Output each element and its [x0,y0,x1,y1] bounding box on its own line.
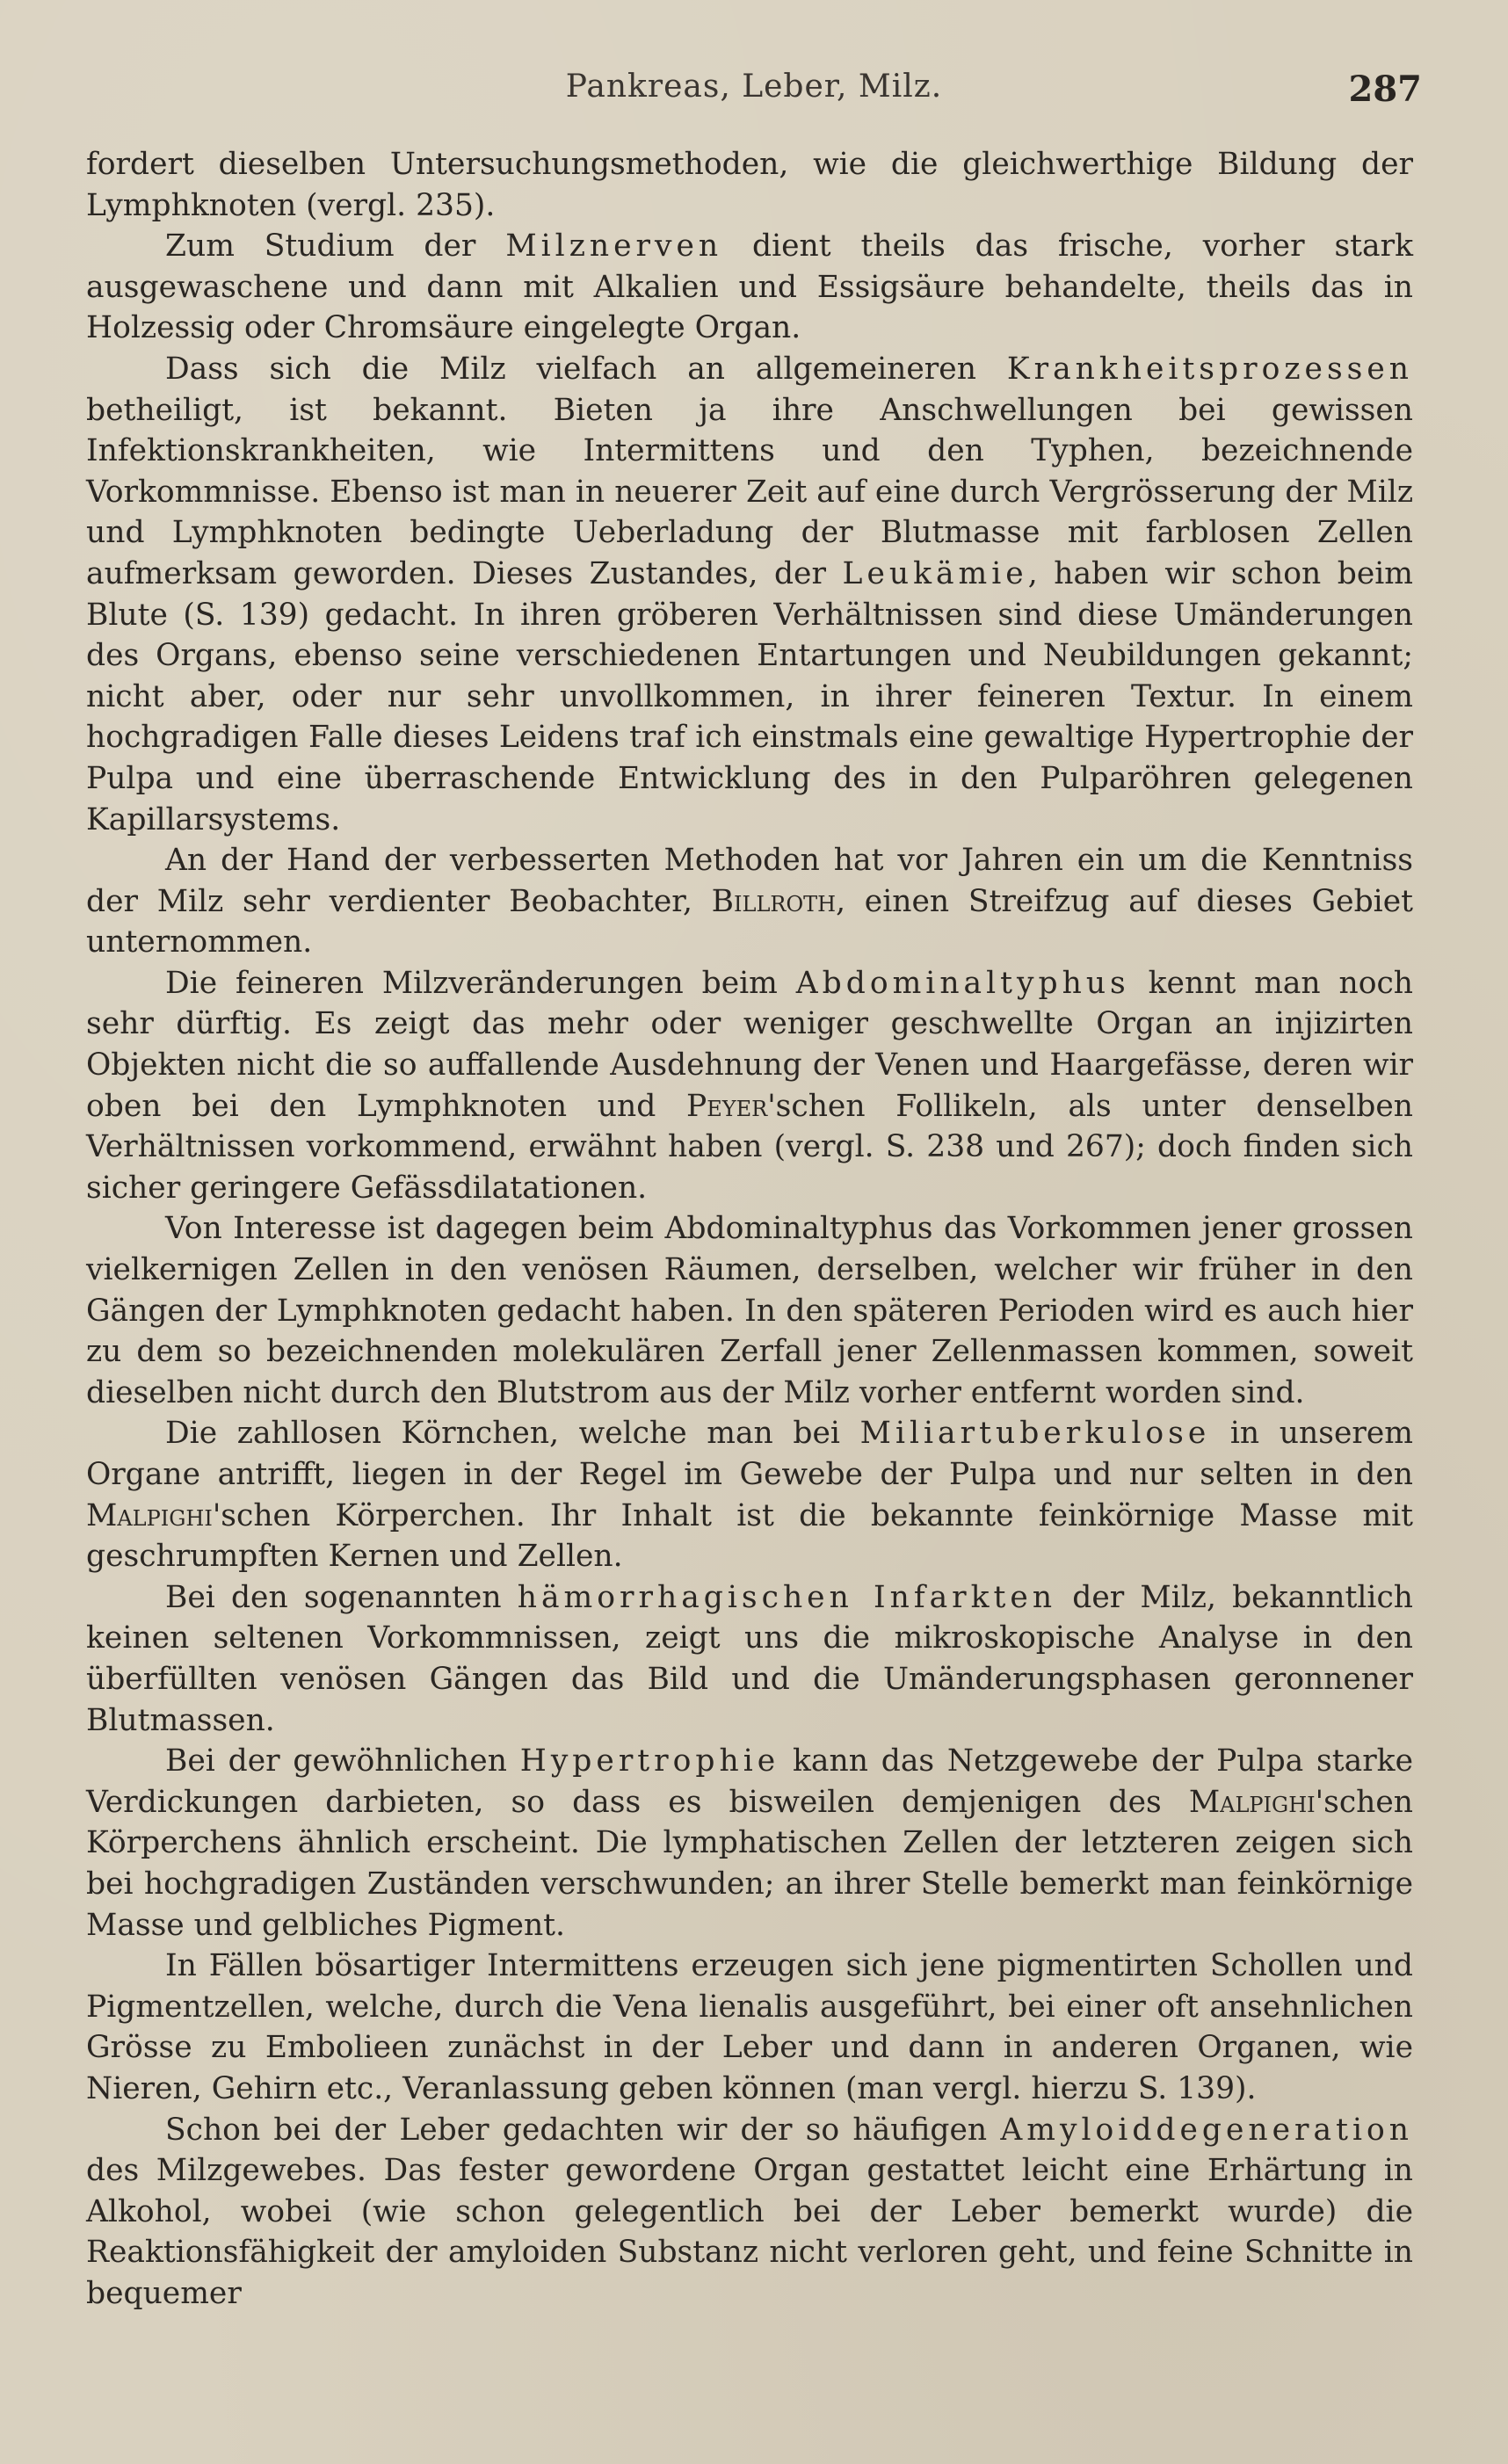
paragraph [86,1577,1413,1741]
text-run: der Milz, bekanntlich keinen seltenen Vorkommnissen, zeigt uns die mikroskopische Analyse in den überfüllten venösen Gängen das Bild und die Umänderungsphasen geronnener Blutmassen. [86,1579,1413,1738]
paragraph [86,963,1413,1209]
author-name: Peyer [686,1088,768,1124]
text-run: Die zahllosen Körnchen, welche man bei [165,1416,860,1452]
text-run: des Milzgewebes. Das fester gewordene Organ gestattet leicht eine Erhärtung in Alkohol, wobei (wie schon gelegentlich bei der Leber bemerkt wurde) die Reaktionsfähigkeit der amyloiden Substanz nicht verloren geht, und feine Schnitte in bequemer [86,2153,1413,2311]
text-run: 'schen Körperchens ähnlich erscheint. Die lymphatischen Zellen der letzteren zeigen sich bei hochgradigen Zuständen verschwunden; an ihrer Stelle bemerkt man feinkörnige Masse und gelbliches Pigment. [86,1784,1413,1943]
emphasis-term: hämorrhagischen Infarkten [517,1579,1057,1615]
paragraph [86,144,1413,226]
body-text [86,144,1413,2314]
text-run: kennt man noch sehr dürftig. Es zeigt das mehr oder weniger geschwellte Organ an injizirten Objekten nicht die so auffallende Ausdehnung der Venen und Haargefässe, deren wir oben bei den Lymphknoten und [86,965,1414,1124]
text-run: in unserem Organe antrifft, liegen in der Regel im Gewebe der Pulpa und nur selten in den [86,1416,1413,1492]
running-title: Pankreas, Leber, Milz. [565,69,943,105]
text-run: In Fällen bösartiger Intermittens erzeugen sich jene pigmentirten Schollen und Pigmentzellen, welche, durch die Vena lienalis ausgeführt, bei einer oft ansehnlichen Grösse zu Embolieen zunächst in der Leber und dann in anderen Organen, wie Nieren, Gehirn etc., Veranlassung geben können (man vergl. hierzu S. 139). [86,1948,1413,2106]
text-run: 'schen Follikeln, als unter denselben Verhältnissen vorkommend, erwähnt haben (vergl. S. 238 und 267); doch finden sich sicher geringere Gefässdilatationen. [86,1088,1413,1206]
emphasis-term: Miliartuberkulose [859,1416,1211,1452]
paragraph [86,1413,1413,1576]
text-run: Dass sich die Milz vielfach an allgemeineren [165,351,1007,387]
text-run: Die feineren Milzveränderungen beim [165,965,796,1001]
paragraph [86,840,1413,963]
emphasis-term: Milznerven [505,228,723,265]
text-run: An der Hand der verbesserten Methoden hat vor Jahren ein um die Kenntniss der Milz sehr verdienter Beobachter, [86,843,1413,919]
paragraph [86,226,1413,349]
emphasis-term: Hypertrophie [519,1743,780,1779]
text-run: Schon bei der Leber gedachten wir der so häufigen [165,2112,1001,2148]
text-run: 'schen Körperchen. Ihr Inhalt ist die bekannte feinkörnige Masse mit geschrumpften Kernen und Zellen. [86,1497,1413,1575]
paragraph [86,349,1413,840]
text-run: betheiligt, ist bekannt. Bieten ja ihre Anschwellungen bei gewissen Infektionskrankheiten, wie Intermittens und den Typhen, bezeichnende Vorkommnisse. Ebenso ist man in neuerer Zeit auf eine durch Vergrösserung der Milz und Lymphknoten bedingte Ueberladung der Blutmasse mit farblosen Zellen aufmerksam geworden. Dieses Zustandes, der [86,392,1413,591]
text-run: , haben wir schon beim Blute (S. 139) gedacht. In ihren gröberen Verhältnissen sind diese Umänderungen des Organs, ebenso seine verschiedenen Entartungen und Neubildungen gekannt; nicht aber, oder nur sehr unvollkommen, in ihrer feineren Textur. In einem hochgradigen Falle dieses Leidens traf ich einstmals eine gewaltige Hypertrophie der Pulpa und eine überraschende Entwicklung des in den Pulparöhren gelegenen Kapillarsystems. [86,555,1413,837]
paragraph [86,2110,1413,2315]
emphasis-term: Krankheitsprozessen [1006,351,1413,387]
paragraph [86,1946,1413,2109]
paragraph [86,1208,1413,1413]
emphasis-term: Leukämie [842,555,1028,591]
emphasis-term: Abdominaltyphus [795,965,1130,1001]
text-run: Bei den sogenannten [165,1579,518,1615]
text-run: Zum Studium der [165,228,506,265]
author-name: Malpighi [86,1497,213,1533]
paragraph [86,1741,1413,1946]
author-name: Billroth [711,883,837,919]
page-number: 287 [1348,69,1422,110]
text-run: , einen Streifzug auf dieses Gebiet unternommen. [86,883,1413,960]
text-run: fordert dieselben Untersuchungsmethoden, wie die gleichwerthige Bildung der Lymphknoten (vergl. 235). [86,147,1413,223]
emphasis-term: Amyloiddegeneration [1000,2112,1413,2148]
text-run: Von Interesse ist dagegen beim Abdominaltyphus das Vorkommen jener grossen vielkernigen Zellen in den venösen Räumen, derselben, welcher wir früher in den Gängen der Lymphknoten gedacht haben. In den späteren Perioden wird es auch hier zu dem so bezeichnenden molekulären Zerfall jener Zellenmassen kommen, soweit dieselben nicht durch den Blutstrom aus der Milz vorher entfernt worden sind. [86,1211,1413,1410]
text-run: kann das Netzgewebe der Pulpa starke Verdickungen darbieten, so dass es bisweilen demjenigen des [86,1743,1414,1820]
text-run: dient theils das frische, vorher stark ausgewaschene und dann mit Alkalien und Essigsäure behandelte, theils das in Holzessig oder Chromsäure eingelegte Organ. [86,228,1413,346]
author-name: Malpighi [1188,1784,1316,1820]
text-run: Bei der gewöhnlichen [165,1743,520,1779]
